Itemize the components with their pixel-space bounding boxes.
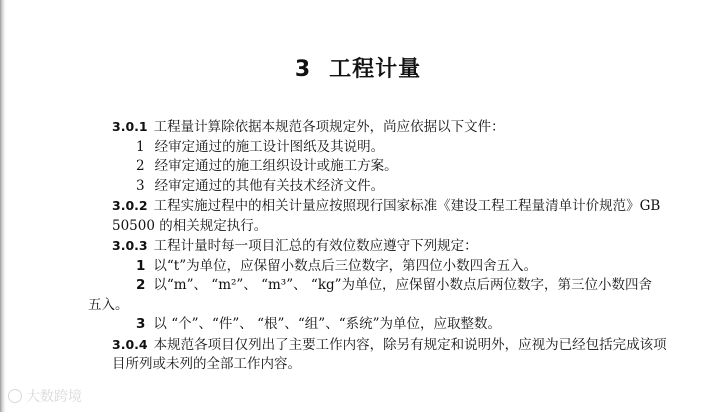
list-item-number: 3 bbox=[136, 177, 145, 194]
list-item-text: 经审定通过的施工设计图纸及其说明。 bbox=[154, 138, 385, 155]
chapter-title-text: 工程计量 bbox=[329, 57, 422, 82]
list-item-number: 1 bbox=[136, 257, 146, 274]
clause-3-0-1 bbox=[88, 117, 644, 138]
clause-number: 3.0.4 bbox=[112, 336, 148, 352]
list-item-text: 以“m”、 “m²”、 “m³”、 “kg”为单位，应保留小数点后两位数字，第三位小数四舍 bbox=[153, 277, 653, 293]
list-item bbox=[88, 138, 644, 158]
clause-3-0-2 bbox=[88, 196, 661, 217]
list-item bbox=[88, 276, 653, 296]
chapter-number: 3 bbox=[294, 57, 312, 82]
list-item-number: 2 bbox=[136, 277, 146, 293]
clause-number: 3.0.3 bbox=[112, 238, 148, 253]
list-item-text: 经审定通过的其他有关技术经济文件。 bbox=[154, 177, 385, 194]
clause-text: 本规范各项目仅列出了主要工作内容，除另有规定和说明外，应视为已经包括完成该项 bbox=[153, 336, 667, 353]
watermark-text: 大数跨境 bbox=[26, 389, 82, 405]
clause-text: 工程量计算除依据本规范各项规定外，尚应依据以下文件： bbox=[153, 119, 505, 135]
list-item-text: 以“t”为单位，应保留小数点后三位数字，第四位小数四舍五入。 bbox=[153, 257, 538, 274]
list-item bbox=[88, 257, 644, 277]
list-item-continuation: 五入。 bbox=[88, 296, 129, 313]
watermark bbox=[8, 386, 82, 406]
chapter-title bbox=[0, 52, 716, 83]
list-item bbox=[88, 315, 644, 335]
clause-3-0-4 bbox=[88, 335, 667, 356]
list-item-number: 3 bbox=[136, 316, 146, 332]
watermark-logo-icon bbox=[8, 389, 22, 403]
clause-3-0-3 bbox=[88, 236, 644, 257]
list-item bbox=[88, 177, 644, 197]
clause-number: 3.0.2 bbox=[112, 198, 148, 213]
list-item-text: 经审定通过的施工组织设计或施工方案。 bbox=[154, 158, 398, 174]
document-body bbox=[88, 117, 667, 375]
clause-text: 工程实施过程中的相关计量应按照现行国家标准《建设工程工程量清单计价规范》GB bbox=[153, 198, 661, 214]
clause-continuation: 50500 的相关规定执行。 bbox=[112, 217, 268, 234]
list-item-number: 1 bbox=[136, 138, 145, 155]
list-item-number: 2 bbox=[136, 158, 145, 174]
clause-text: 工程计量时每一项目汇总的有效位数应遵守下列规定： bbox=[153, 238, 478, 254]
clause-number: 3.0.1 bbox=[112, 119, 148, 134]
list-item-text: 以 “个”、“件”、 “根”、“组”、“系统”为单位，应取整数。 bbox=[153, 316, 502, 332]
list-item bbox=[88, 157, 644, 177]
clause-continuation: 目所列或未列的全部工作内容。 bbox=[112, 356, 301, 372]
